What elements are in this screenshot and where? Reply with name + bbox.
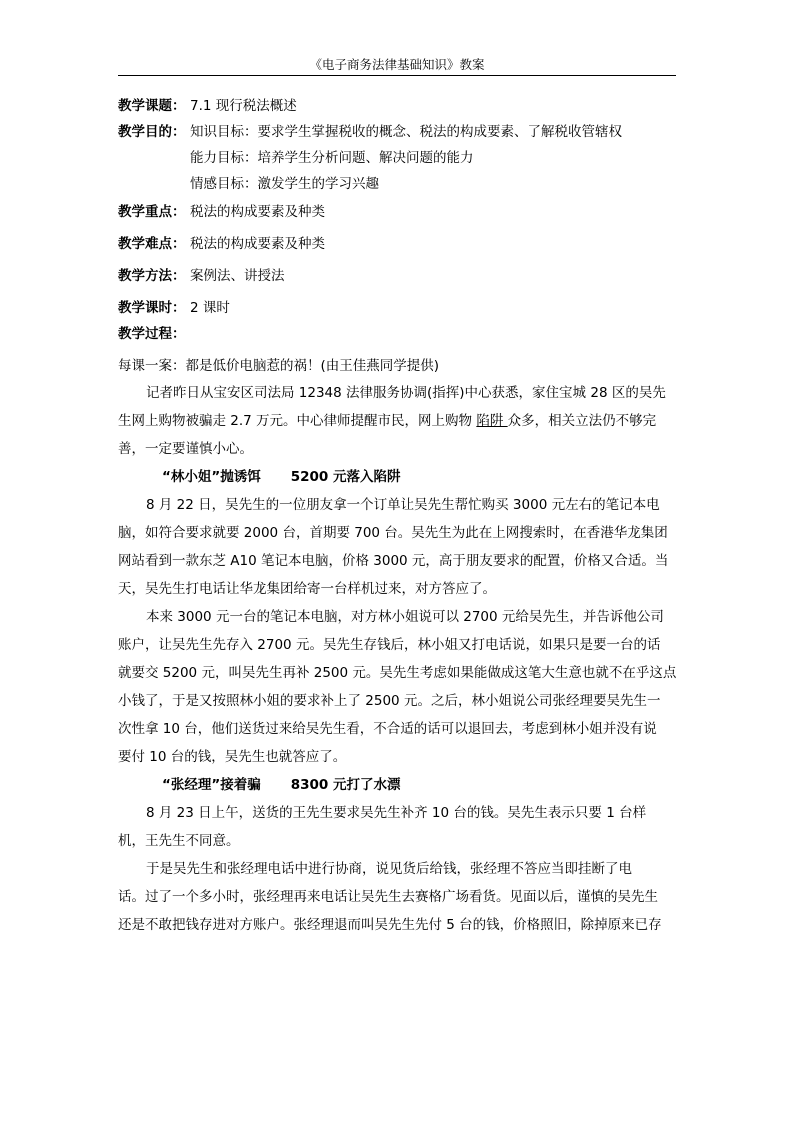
text-span: 众多，相关立法仍不够完 <box>507 413 657 429</box>
method-label: 教学方法： <box>118 268 186 284</box>
hours-value: 2 课时 <box>190 300 230 316</box>
text-line: 本来 3000 元一台的笔记本电脑，对方林小姐说可以 2700 元给吴先生，并告诉他公司 <box>146 609 664 625</box>
text-line: 次性拿 10 台，他们送货过来给吴先生看，不合适的话可以退回去，考虑到林小姐并没有说 <box>118 721 657 737</box>
case-paragraph-4 <box>118 799 680 855</box>
case-paragraph-2 <box>118 491 680 603</box>
case-paragraph-5 <box>118 855 680 939</box>
text-span: 生网上购物被骗走 2.7 万元。中心律师提醒市民，网上购物 <box>118 413 477 429</box>
difficulty-row <box>118 231 680 257</box>
method-value: 案例法、讲授法 <box>190 268 285 284</box>
text-line: 要付 10 台的钱，吴先生也就答应了。 <box>118 749 347 765</box>
trap-link[interactable]: 陷阱 <box>476 413 508 429</box>
text-line: 话。过了一个多小时，张经理再来电话让吴先生去赛格广场看货。见面以后，谨慎的吴先生 <box>118 889 658 905</box>
subheading-2 <box>118 771 680 799</box>
text-line: 小钱了，于是又按照林小姐的要求补上了 2500 元。之后，林小姐说公司张经理要吴先生一 <box>118 693 661 709</box>
text-line: 于是吴先生和张经理电话中进行协商，说见货后给钱，张经理不答应当即挂断了电 <box>146 861 632 877</box>
text-line: 账户，让吴先生先存入 2700 元。吴先生存钱后，林小姐又打电话说，如果只是要一台的话 <box>118 637 661 653</box>
text-line: 天，吴先生打电话让华龙集团给寄一台样机过来，对方答应了。 <box>118 581 496 597</box>
subheading-1-part-b: 5200 元落入陷阱 <box>290 469 401 485</box>
method-row <box>118 263 680 289</box>
topic-row <box>118 93 680 119</box>
subheading-1 <box>118 463 680 491</box>
difficulty-value: 税法的构成要素及种类 <box>190 236 325 252</box>
process-label: 教学过程： <box>118 326 186 342</box>
lesson-plan <box>118 93 680 939</box>
text-line: 善，一定要谨慎小心。 <box>118 441 253 457</box>
subheading-1-part-a: “林小姐”抛诱饵 <box>162 469 261 485</box>
subheading-2-part-b: 8300 元打了水漂 <box>290 777 401 793</box>
goal-emotion: 情感目标：激发学生的学习兴趣 <box>190 176 379 192</box>
topic-value: 7.1 现行税法概述 <box>190 98 297 114</box>
text-line: 记者昨日从宝安区司法局 12348 法律服务协调(指挥)中心获悉，家住宝城 28 区的吴先 <box>146 385 666 401</box>
goal-ability: 能力目标：培养学生分析问题、解决问题的能力 <box>190 150 474 166</box>
key-label: 教学重点： <box>118 204 186 220</box>
text-line <box>118 407 680 435</box>
goals-row <box>118 119 680 145</box>
key-row <box>118 199 680 225</box>
goal-knowledge: 知识目标：要求学生掌握税收的概念、税法的构成要素、了解税收管辖权 <box>190 124 622 140</box>
case-paragraph-3 <box>118 603 680 771</box>
text-line: 脑，如符合要求就要 2000 台，首期要 700 台。吴先生为此在上网搜索时，在香港华龙集团 <box>118 525 668 541</box>
goals-label: 教学目的： <box>118 124 186 140</box>
text-line: 还是不敢把钱存进对方账户。张经理退而叫吴先生先付 5 台的钱，价格照旧，除掉原来已存 <box>118 917 662 933</box>
hours-row <box>118 295 680 321</box>
case-paragraph-1 <box>118 379 680 463</box>
text-line: 机，王先生不同意。 <box>118 833 240 849</box>
topic-label: 教学课题： <box>118 98 186 114</box>
text-line: 网站看到一款东芝 A10 笔记本电脑，价格 3000 元，高于朋友要求的配置，价格又合适。当 <box>118 553 669 569</box>
difficulty-label: 教学难点： <box>118 236 186 252</box>
subheading-2-part-a: “张经理”接着骗 <box>162 777 261 793</box>
header-divider <box>118 75 676 76</box>
text-line: 8 月 22 日，吴先生的一位朋友拿一个订单让吴先生帮忙购买 3000 元左右的笔记本电 <box>146 497 660 513</box>
text-line: 8 月 23 日上午，送货的王先生要求吴先生补齐 10 台的钱。吴先生表示只要 1 台样 <box>146 805 647 821</box>
key-value: 税法的构成要素及种类 <box>190 204 325 220</box>
case-title: 每课一案：都是低价电脑惹的祸！(由王佳燕同学提供) <box>118 358 440 374</box>
text-line: 就要交 5200 元，叫吴先生再补 2500 元。吴先生考虑如果能做成这笔大生意也就不在乎这点 <box>118 665 677 681</box>
page-header: 《电子商务法律基础知识》教案 <box>309 57 485 72</box>
process-row <box>118 321 680 347</box>
hours-label: 教学课时： <box>118 300 186 316</box>
